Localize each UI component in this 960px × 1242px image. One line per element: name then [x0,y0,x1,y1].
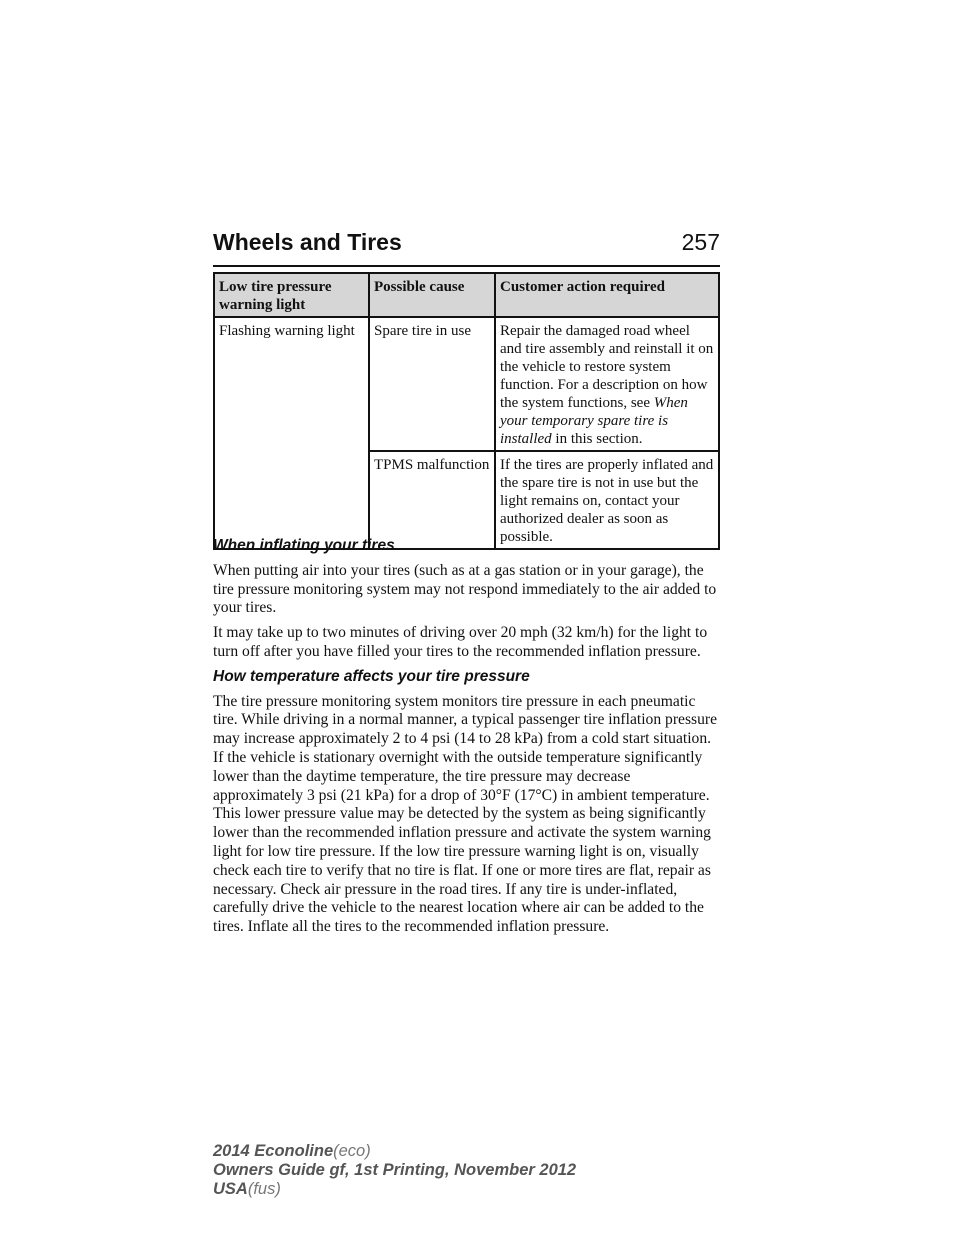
column-header-cause: Possible cause [369,273,495,317]
column-header-light: Low tire pressure warning light [214,273,369,317]
tpms-warning-table [213,272,720,550]
footer-market-code: (fus) [247,1180,281,1198]
action-reference: When your temporary spare tire is installed [500,395,688,447]
paragraph: The tire pressure monitoring system monitors tire pressure in each pneumatic tire. While driving in a normal manner, a typical passenger tire inflation pressure may increase approximately 2 to 4 psi (14 to 28 kPa) from a cold start situation. If the vehicle is stationary overnight with the outside temperature significantly lower than the daytime temperature, the tire pressure may decrease approximately 3 psi (21 kPa) for a drop of 30°F (17°C) in ambient temperature. This lower pressure value may be detected by the system as being significantly lower than the recommended inflation pressure and activate the system warning light for low tire pressure. If the low tire pressure warning light is on, visually check each tire to verify that no tire is flat. If one or more tires are flat, repair as necessary. Check air pressure in the road tires. If any tire is under-inflated, carefully drive the vehicle to the nearest location where air can be added to the tires. Inflate all the tires to the recommended inflation pressure. [213,692,717,936]
section-title: Wheels and Tires [213,229,402,255]
footer-model: 2014 Econoline [213,1142,334,1160]
footer-model-code: (eco) [333,1142,371,1160]
footer-guide-text: Owners Guide gf, 1st Printing, November 2012 [213,1161,577,1179]
cell-cause: Spare tire in use [369,317,495,451]
body-content [213,533,720,943]
cell-action [495,317,719,451]
footer-market-line [213,1180,576,1199]
section-heading: When inflating your tires [213,537,395,554]
footer-guide [213,1161,576,1180]
table-row [214,317,719,451]
column-header-action: Customer action required [495,273,719,317]
section-heading: How temperature affects your tire pressure [213,667,530,685]
page-footer [213,1142,576,1199]
footer-model-line [213,1142,576,1161]
action-text: Repair the damaged road wheel and tire assembly and reinstall it on the vehicle to restore system function. For a description on how the system functions, see [500,323,714,411]
page-number: 257 [681,229,720,255]
footer-market: USA [213,1180,248,1198]
table-header-row [214,273,719,317]
cell-action: If the tires are properly inflated and the spare tire is not in use but the light remains on, contact your authorized dealer as soon as possible. [495,451,719,549]
action-suffix: in this section. [551,431,643,447]
page-header [213,229,720,267]
cell-cause: TPMS malfunction [369,451,495,549]
paragraph: It may take up to two minutes of driving over 20 mph (32 km/h) for the light to turn off after you have filled your tires to the recommended inflation pressure. [213,624,708,660]
paragraph: When putting air into your tires (such as at a gas station or in your garage), the tire pressure monitoring system may not respond immediately to the air added to your tires. [213,561,717,617]
cell-light: Flashing warning light [214,317,369,549]
